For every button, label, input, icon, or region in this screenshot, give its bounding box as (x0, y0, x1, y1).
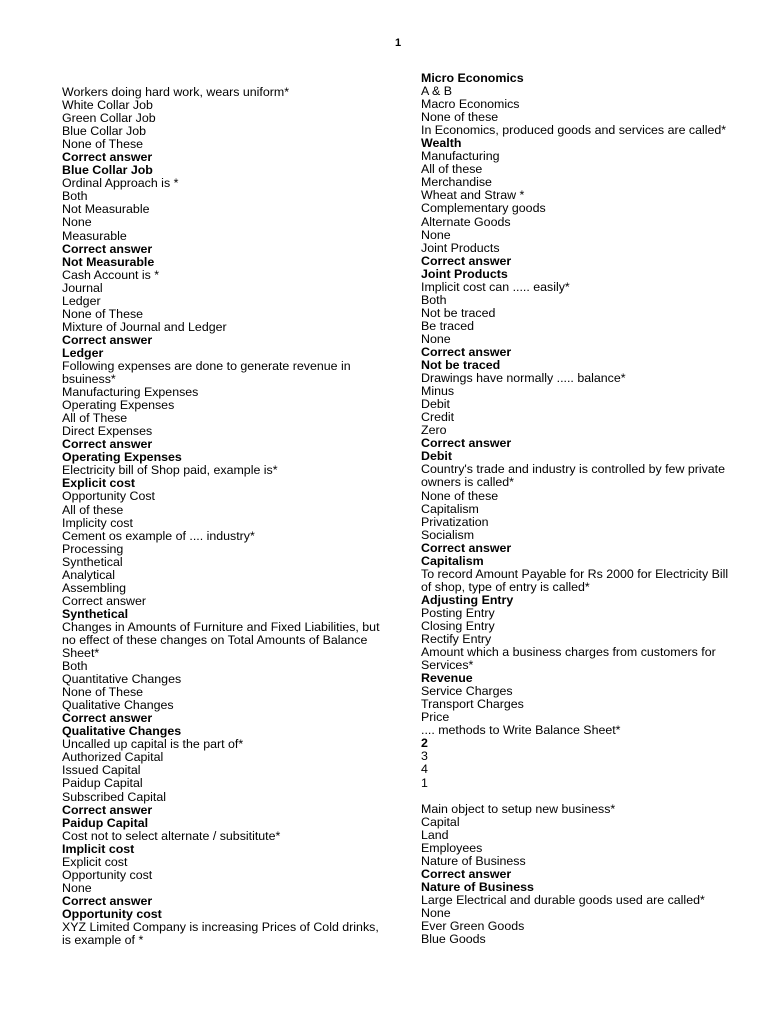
text-line: All of these (421, 162, 483, 177)
text-line: Service Charges (421, 684, 513, 699)
answer-line: Debit (421, 449, 452, 464)
page-number: 1 (394, 37, 402, 49)
text-line: Ordinal Approach is * (62, 176, 179, 191)
answer-line: Joint Products (421, 266, 508, 281)
text-line: Measurable (62, 228, 127, 243)
text-line: Electricity bill of Shop paid, example is* (62, 463, 278, 478)
text-line: Green Collar Job (62, 111, 156, 126)
answer-line: Correct answer (62, 437, 153, 452)
answer-line: Nature of Business (421, 879, 534, 894)
text-line: White Collar Job (62, 98, 153, 113)
text-line: Complementary goods (421, 201, 546, 216)
text-line: Nature of Business (421, 853, 526, 868)
answer-line: Correct answer (62, 241, 153, 256)
text-line: Quantitative Changes (62, 672, 182, 687)
text-line: Land (421, 827, 449, 842)
text-line: Mixture of Journal and Ledger (62, 319, 227, 334)
text-line: Be traced (421, 318, 475, 333)
answer-line: Not Measurable (62, 254, 155, 269)
text-line: Workers doing hard work, wears uniform* (62, 85, 290, 99)
text-line: Cement os example of .... industry* (62, 528, 255, 543)
text-line: Zero (421, 423, 447, 438)
text-line: None of these (421, 110, 499, 125)
text-line: Transport Charges (421, 697, 524, 712)
text-line: In Economics, produced goods and services are called* (421, 123, 727, 138)
text-line: None (62, 880, 92, 895)
answer-line: Adjusting Entry (421, 592, 514, 607)
text-line: Opportunity cost (62, 867, 153, 882)
text-line: Issued Capital (62, 763, 141, 778)
text-line: Employees (421, 840, 483, 855)
text-line: Analytical (62, 567, 116, 582)
answer-line: Correct answer (421, 866, 512, 881)
answer-line: Correct answer (421, 253, 512, 268)
text-line: Direct Expenses (62, 424, 153, 439)
answer-line: Qualitative Changes (62, 724, 182, 739)
text-line: Not Measurable (62, 202, 150, 217)
answer-line: Capitalism (421, 553, 484, 568)
text-line: Closing Entry (421, 618, 495, 633)
answer-line: Correct answer (421, 540, 512, 555)
answer-line: 2 (421, 736, 428, 751)
text-line: Authorized Capital (62, 750, 164, 765)
text-line: Qualitative Changes (62, 698, 174, 713)
text-line: None (421, 906, 451, 920)
answer-line: Implicit cost (62, 841, 135, 856)
text-line: Socialism (421, 527, 475, 542)
text-line: Opportunity Cost (62, 489, 155, 504)
text-line: Following expenses are done to generate revenue in bsuiness* (62, 358, 351, 387)
answer-line: Correct answer (62, 332, 153, 347)
text-line: Merchandise (421, 175, 492, 190)
answer-line: Correct answer (421, 344, 512, 359)
answer-line: Correct answer (62, 893, 153, 908)
answer-line: Paidup Capital (62, 815, 149, 830)
answer-line: Ledger (62, 345, 104, 360)
text-line: Price (421, 710, 450, 725)
text-line: Manufacturing (421, 149, 500, 164)
text-line: Ledger (62, 293, 101, 308)
right-column (421, 72, 739, 946)
text-line: Blue Goods (421, 932, 486, 947)
text-line: A & B (421, 84, 452, 99)
text-line: XYZ Limited Company is increasing Prices of Cold drinks, is example of * (62, 920, 379, 948)
text-line: Country's trade and industry is controlled by few private owners is called* (421, 462, 726, 490)
text-line: Wheat and Straw * (421, 188, 525, 203)
text-line: Macro Economics (421, 97, 520, 112)
text-line: Posting Entry (421, 605, 495, 620)
text-line: All of These (62, 411, 128, 426)
text-line: Joint Products (421, 240, 500, 255)
answer-line: Opportunity cost (62, 906, 162, 921)
text-line: Uncalled up capital is the part of* (62, 737, 244, 752)
text-line: Paidup Capital (62, 776, 143, 791)
answer-line: Micro Economics (421, 71, 524, 85)
text-line: 1 (421, 775, 428, 790)
text-line: Rectify Entry (421, 632, 492, 647)
text-line: Journal (62, 280, 103, 295)
text-line (421, 790, 739, 803)
answer-line: Wealth (421, 136, 462, 151)
text-line: .... methods to Write Balance Sheet* (421, 723, 621, 738)
text-line: None (62, 215, 92, 230)
answer-line: Explicit cost (62, 476, 135, 491)
text-line: None (421, 331, 451, 346)
answer-line: Revenue (421, 671, 473, 686)
answer-line: Blue Collar Job (62, 163, 153, 178)
answer-line: Correct answer (62, 711, 153, 726)
text-line: Alternate Goods (421, 214, 511, 229)
text-line: Synthetical (62, 554, 123, 569)
text-line: Manufacturing Expenses (62, 385, 199, 400)
answer-line: Synthetical (62, 606, 129, 621)
text-line: Both (62, 659, 88, 674)
text-line: Amount which a business charges from customers for Services* (421, 645, 716, 673)
text-line: Blue Collar Job (62, 124, 147, 139)
text-line: Privatization (421, 514, 489, 529)
text-line: Cost not to select alternate / subsititute* (62, 828, 281, 843)
text-line: Assembling (62, 580, 127, 595)
text-line: Capital (421, 814, 460, 829)
text-line: Not be traced (421, 305, 496, 320)
text-line: Both (62, 189, 88, 204)
text-line: Implicit cost can ..... easily* (421, 279, 570, 294)
text-line: None of These (62, 306, 144, 321)
text-line: Changes in Amounts of Furniture and Fixed Liabilities, but no effect of these changes on Total Amounts of Balance Sheet* (62, 619, 380, 661)
text-line: Correct answer (62, 593, 147, 608)
text-line: Drawings have normally ..... balance* (421, 371, 626, 386)
left-column (62, 86, 382, 947)
text-line: All of these (62, 502, 124, 517)
text-line: Subscribed Capital (62, 789, 167, 804)
answer-line: Operating Expenses (62, 450, 182, 465)
answer-line: Correct answer (421, 436, 512, 451)
text-line: None of These (62, 685, 144, 700)
text-line: None (421, 227, 451, 242)
text-line: Operating Expenses (62, 398, 175, 413)
text-line: Explicit cost (62, 854, 128, 869)
text-line: Main object to setup new business* (421, 801, 616, 816)
text-line: Processing (62, 541, 124, 556)
text-line: Minus (421, 384, 455, 399)
text-line: Cash Account is * (62, 267, 160, 282)
answer-line: Correct answer (62, 802, 153, 817)
text-line: Both (421, 292, 447, 307)
text-line: 4 (421, 762, 428, 777)
answer-line: Not be traced (421, 358, 501, 373)
text-line: Capitalism (421, 501, 479, 516)
text-line: Ever Green Goods (421, 919, 525, 934)
text-line: Debit (421, 397, 450, 412)
text-line: Credit (421, 410, 455, 425)
text-line: 3 (421, 749, 428, 764)
text-line: Large Electrical and durable goods used are called* (421, 892, 705, 907)
text-line: None of these (421, 488, 499, 503)
text-line: None of These (62, 137, 144, 152)
answer-line: Correct answer (62, 150, 153, 165)
text-line: Implicity cost (62, 515, 133, 530)
text-line: To record Amount Payable for Rs 2000 for Electricity Bill of shop, type of entry is called* (421, 566, 729, 594)
